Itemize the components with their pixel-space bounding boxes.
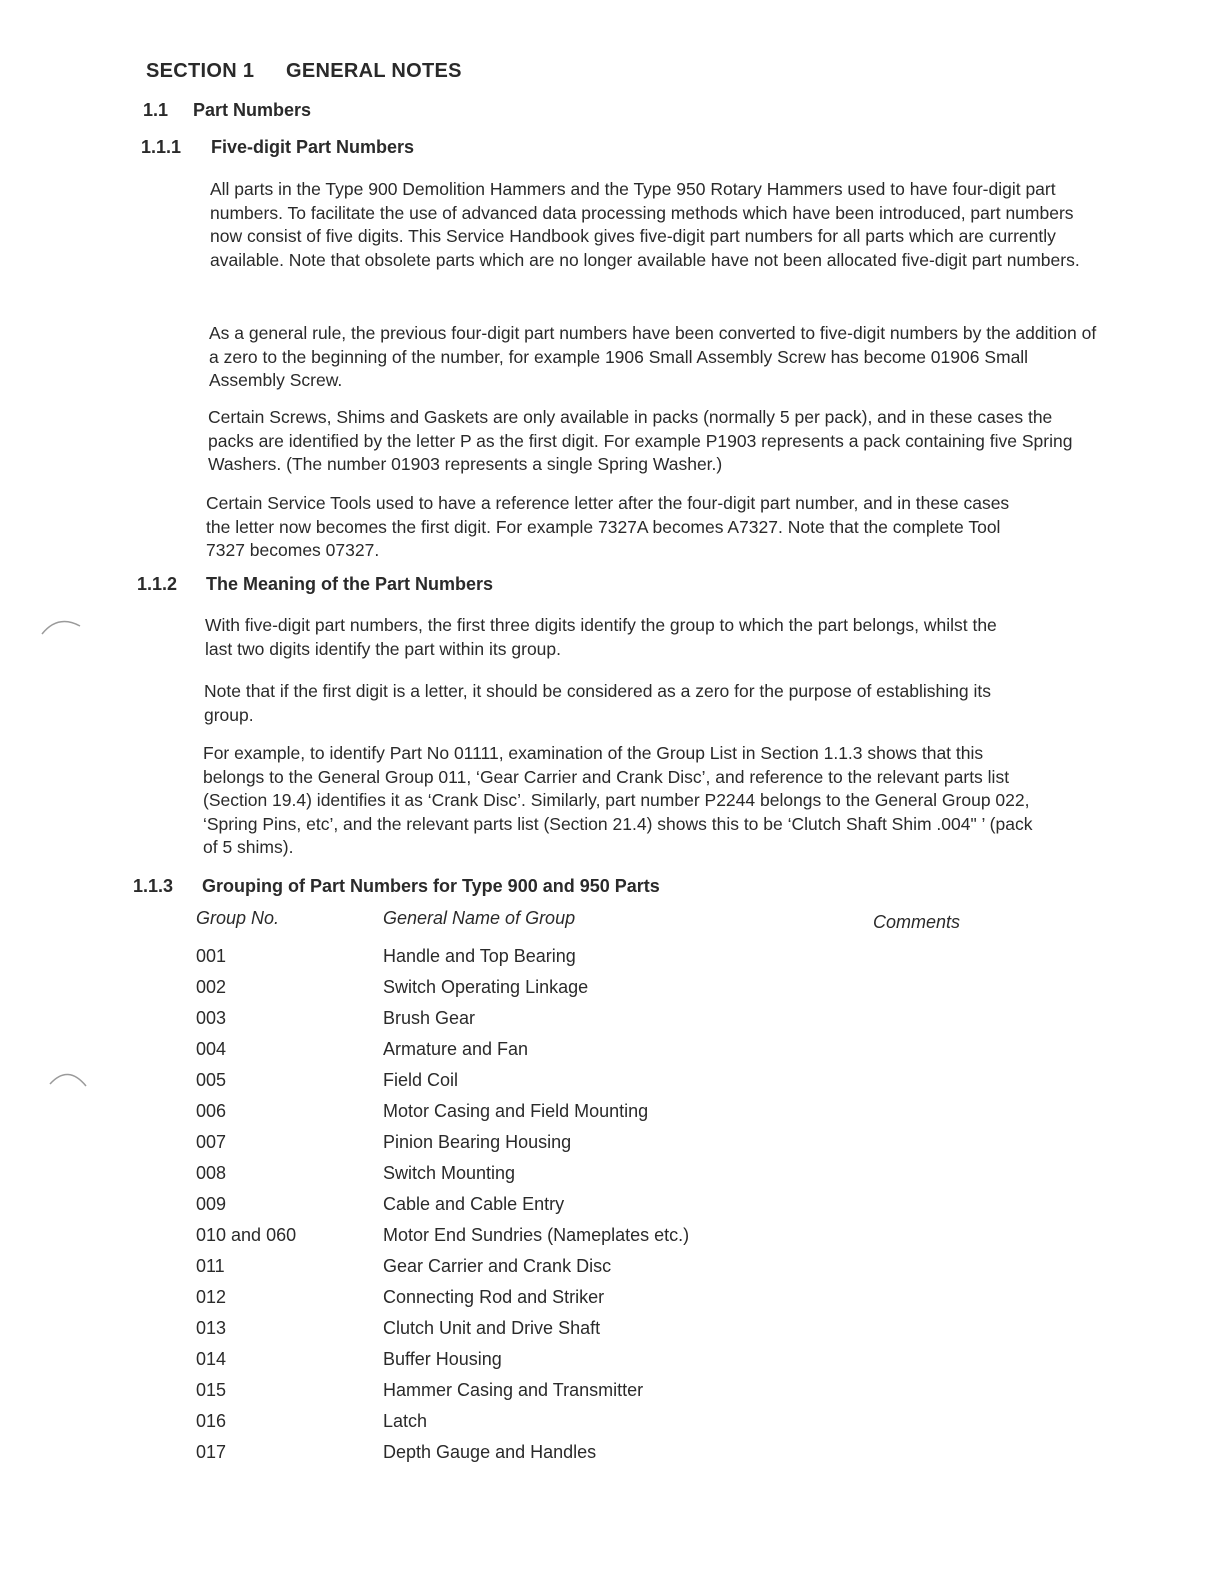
group-number: 010 and 060 [196, 1225, 297, 1245]
group-number: 003 [196, 1008, 227, 1028]
group-number: 017 [196, 1442, 227, 1462]
group-name: Armature and Fan [383, 1039, 529, 1059]
heading-1-1-3-number: 1.1.3 [133, 876, 174, 896]
table-row [196, 1349, 1016, 1380]
table-row [196, 1101, 1016, 1132]
heading-1-1-1 [141, 137, 414, 158]
group-number: 004 [196, 1039, 227, 1059]
table-row [196, 1039, 1016, 1070]
table-row [196, 946, 1016, 977]
group-number: 014 [196, 1349, 227, 1369]
group-name: Handle and Top Bearing [383, 946, 576, 966]
heading-1-1-2-number: 1.1.2 [137, 574, 178, 594]
header-general-name: General Name of Group [383, 908, 576, 928]
group-name: Hammer Casing and Transmitter [383, 1380, 644, 1400]
heading-1-1-title: Part Numbers [193, 100, 312, 120]
table-row [196, 1070, 1016, 1101]
paragraph: Note that if the first digit is a letter, it should be considered as a zero for the purpose of establishing its group. [204, 681, 991, 725]
heading-1-1-2-title: The Meaning of the Part Numbers [206, 574, 494, 594]
group-name: Latch [383, 1411, 428, 1431]
section-number: SECTION 1 [146, 60, 255, 82]
table-row [196, 1008, 1016, 1039]
group-number: 005 [196, 1070, 227, 1090]
group-name: Buffer Housing [383, 1349, 502, 1369]
group-number: 012 [196, 1287, 227, 1307]
paragraph: All parts in the Type 900 Demolition Hammers and the Type 950 Rotary Hammers used to have four-digit part numbers. To facilitate the use of advanced data processing methods which have been introduced, part numbers now consist of five digits. This Service Handbook gives five-digit part numbers for all parts which are currently available. Note that obsolete parts which are no longer available have not been allocated five-digit part numbers. [210, 179, 1080, 270]
table-row [196, 1318, 1016, 1349]
table-row [196, 1411, 1016, 1442]
heading-1-1 [143, 100, 311, 121]
punch-hole-mark-lower [46, 1064, 92, 1094]
table-row [196, 1163, 1016, 1194]
group-name: Pinion Bearing Housing [383, 1132, 572, 1152]
table-row [196, 1380, 1016, 1411]
table-row [196, 1287, 1016, 1318]
group-name: Clutch Unit and Drive Shaft [383, 1318, 601, 1338]
paragraph: Certain Service Tools used to have a reference letter after the four-digit part number, and in these cases the letter now becomes the first digit. For example 7327A becomes A7327. Note that the complete Tool 7327 becomes 07327. [206, 493, 1010, 560]
section-heading: GENERAL NOTES [286, 60, 462, 82]
group-name: Brush Gear [383, 1008, 476, 1028]
group-number: 001 [196, 946, 227, 966]
group-number: 006 [196, 1101, 227, 1121]
group-name: Motor Casing and Field Mounting [383, 1101, 649, 1121]
group-name: Switch Mounting [383, 1163, 516, 1183]
table-row [196, 1132, 1016, 1163]
group-table-body [196, 946, 1016, 1473]
paragraph: Certain Screws, Shims and Gaskets are only available in packs (normally 5 per pack), and in these cases the packs are identified by the letter P as the first digit. For example P1903 represents a pack containing five Spring Washers. (The number 01903 represents a single Spring Washer.) [208, 407, 1073, 474]
heading-1-1-1-title: Five-digit Part Numbers [211, 137, 415, 157]
table-row [196, 1442, 1016, 1473]
group-number: 016 [196, 1411, 227, 1431]
group-name: Field Coil [383, 1070, 459, 1090]
paragraph: With five-digit part numbers, the first three digits identify the group to which the part belongs, whilst the last two digits identify the part within its group. [205, 615, 997, 659]
paragraph: As a general rule, the previous four-digit part numbers have been converted to five-digit numbers by the addition of a zero to the beginning of the number, for example 1906 Small Assembly Screw has become 01906 Small Assembly Screw. [209, 323, 1097, 390]
punch-hole-mark-upper [38, 612, 84, 642]
heading-1-1-2 [137, 574, 493, 595]
group-name: Motor End Sundries (Nameplates etc.) [383, 1225, 690, 1245]
group-name: Switch Operating Linkage [383, 977, 589, 997]
group-name: Cable and Cable Entry [383, 1194, 565, 1214]
group-number: 013 [196, 1318, 227, 1338]
heading-1-1-1-number: 1.1.1 [141, 137, 182, 157]
group-table [196, 908, 1016, 1473]
group-name: Depth Gauge and Handles [383, 1442, 597, 1462]
heading-1-1-3 [133, 876, 660, 897]
header-comments: Comments [873, 912, 961, 932]
table-row [196, 1225, 1016, 1256]
table-row [196, 1256, 1016, 1287]
table-row [196, 977, 1016, 1008]
group-name: Connecting Rod and Striker [383, 1287, 605, 1307]
group-number: 008 [196, 1163, 227, 1183]
group-number: 007 [196, 1132, 227, 1152]
section-title [146, 60, 462, 83]
group-number: 011 [196, 1256, 225, 1276]
heading-1-1-3-title: Grouping of Part Numbers for Type 900 and 950 Parts [202, 876, 660, 896]
group-table-header [196, 908, 1016, 946]
group-number: 015 [196, 1380, 227, 1400]
group-number: 009 [196, 1194, 227, 1214]
group-name: Gear Carrier and Crank Disc [383, 1256, 612, 1276]
paragraph: For example, to identify Part No 01111, examination of the Group List in Section 1.1.3 shows that this belongs to the General Group 011, ‘Gear Carrier and Crank Disc’, and reference to the relevant parts list (Section 19.4) identifies it as ‘Crank Disc’. Similarly, part number P2244 belongs to the General Group 022, ‘Spring Pins, etc’, and the relevant parts list (Section 21.4) shows this to be ‘Clutch Shaft Shim .004" ’ (pack of 5 shims). [203, 743, 1033, 857]
group-number: 002 [196, 977, 227, 997]
header-group-no: Group No. [196, 908, 280, 928]
heading-1-1-number: 1.1 [143, 100, 169, 120]
table-row [196, 1194, 1016, 1225]
